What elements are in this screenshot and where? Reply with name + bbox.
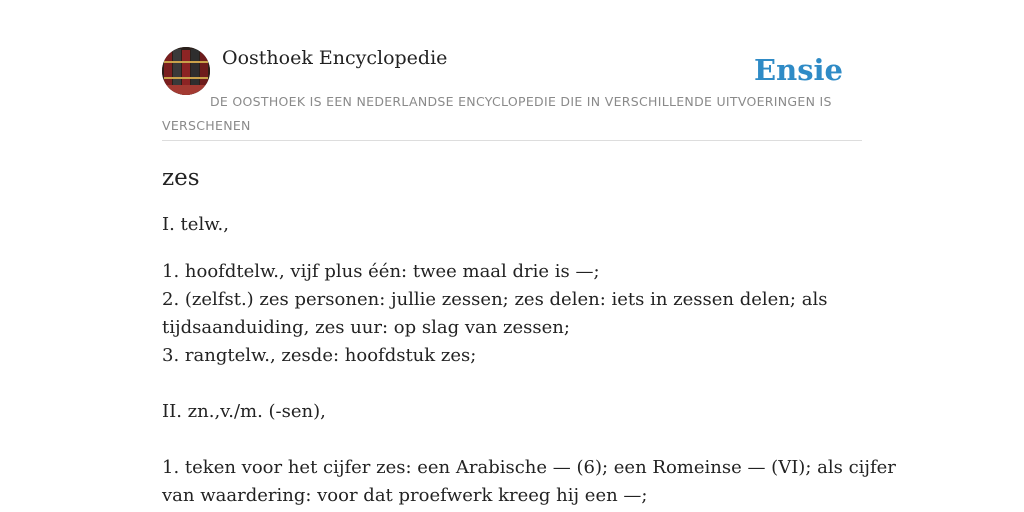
entry-content: [162, 160, 896, 510]
definition-line: 2. (zelfst.) zes personen: jullie zessen; zes delen: iets in zessen delen; als: [162, 289, 828, 310]
definition-line: 1. teken voor het cijfer zes: een Arabische — (6); een Romeinse — (VI); als cijfer: [162, 457, 896, 478]
section-1-heading: I. telw.,: [162, 214, 229, 235]
ensie-logo-link[interactable]: Ensie: [754, 53, 843, 87]
definition-line: 1. hoofdtelw., vijf plus één: twee maal drie is —;: [162, 261, 600, 282]
site-header: [162, 46, 862, 141]
site-title-link[interactable]: Oosthoek Encyclopedie: [222, 47, 448, 69]
section-2-heading: II. zn.,v./m. (-sen),: [162, 401, 326, 422]
site-tagline: DE OOSTHOEK IS EEN NEDERLANDSE ENCYCLOPEDIE DIE IN VERSCHILLENDE UITVOERINGEN IS VERSCHENEN: [162, 94, 832, 133]
definition-line: van waardering: voor dat proefwerk kreeg hij een —;: [162, 485, 648, 506]
site-avatar[interactable]: [162, 47, 210, 95]
entry-term: zes: [162, 165, 200, 191]
book-spines-icon: [162, 47, 210, 95]
definition-line: 3. rangtelw., zesde: hoofdstuk zes;: [162, 345, 477, 366]
definition-line: tijdsaanduiding, zes uur: op slag van zessen;: [162, 317, 570, 338]
